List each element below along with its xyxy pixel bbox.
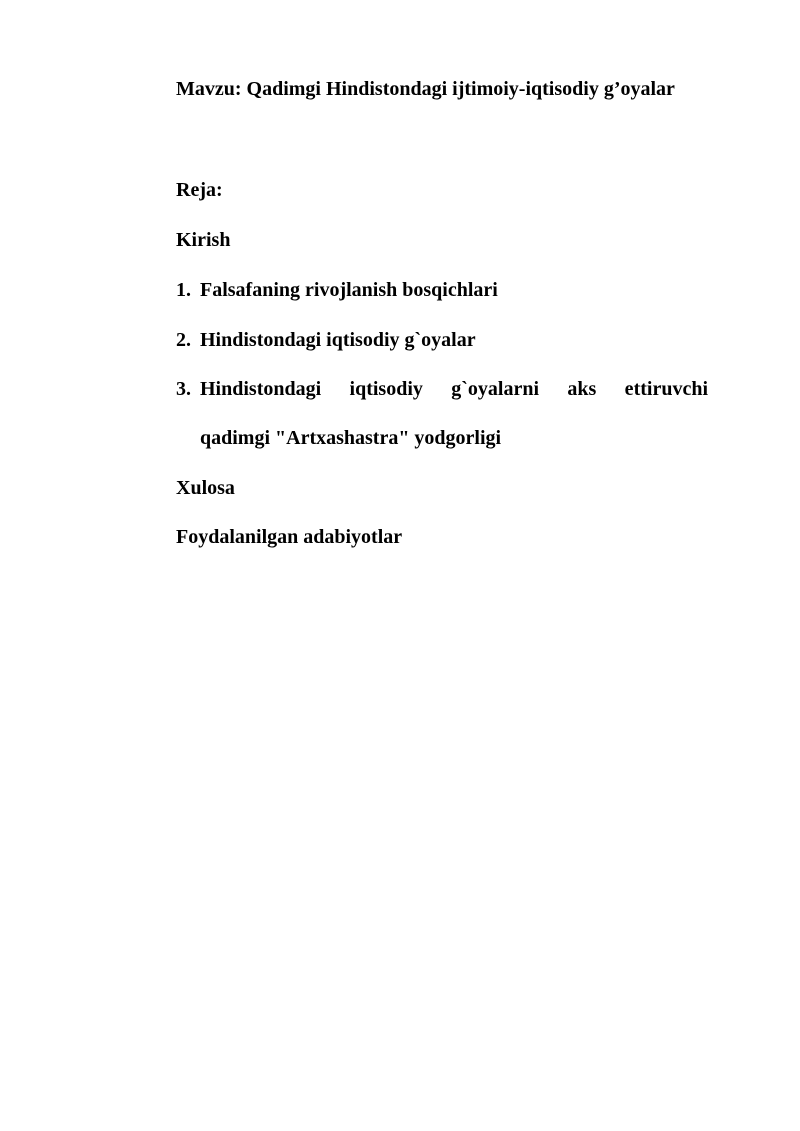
plan-item-1-number: 1. [176, 279, 191, 301]
plan-item-1 [176, 278, 498, 302]
plan-item-1-text: Falsafaning rivojlanish bosqichlari [200, 279, 498, 301]
references-item: Foydalanilgan adabiyotlar [176, 526, 403, 548]
plan-item-3-continuation: qadimgi "Artxashastra" yodgorligi [200, 427, 502, 449]
conclusion-item: Xulosa [176, 477, 235, 499]
plan-item-3-text: Hindistondagi iqtisodiy g`oyalarni aks ettiruvchi [200, 378, 708, 400]
intro-item: Kirish [176, 229, 231, 251]
document-title: Mavzu: Qadimgi Hindistondagi ijtimoiy-iqtisodiy g’oyalar [176, 78, 675, 100]
plan-item-3-number: 3. [176, 378, 191, 400]
plan-item-3 [176, 377, 708, 401]
plan-item-2 [176, 328, 476, 352]
plan-heading: Reja: [176, 179, 223, 201]
plan-item-2-number: 2. [176, 329, 191, 351]
plan-item-2-text: Hindistondagi iqtisodiy g`oyalar [200, 329, 476, 351]
